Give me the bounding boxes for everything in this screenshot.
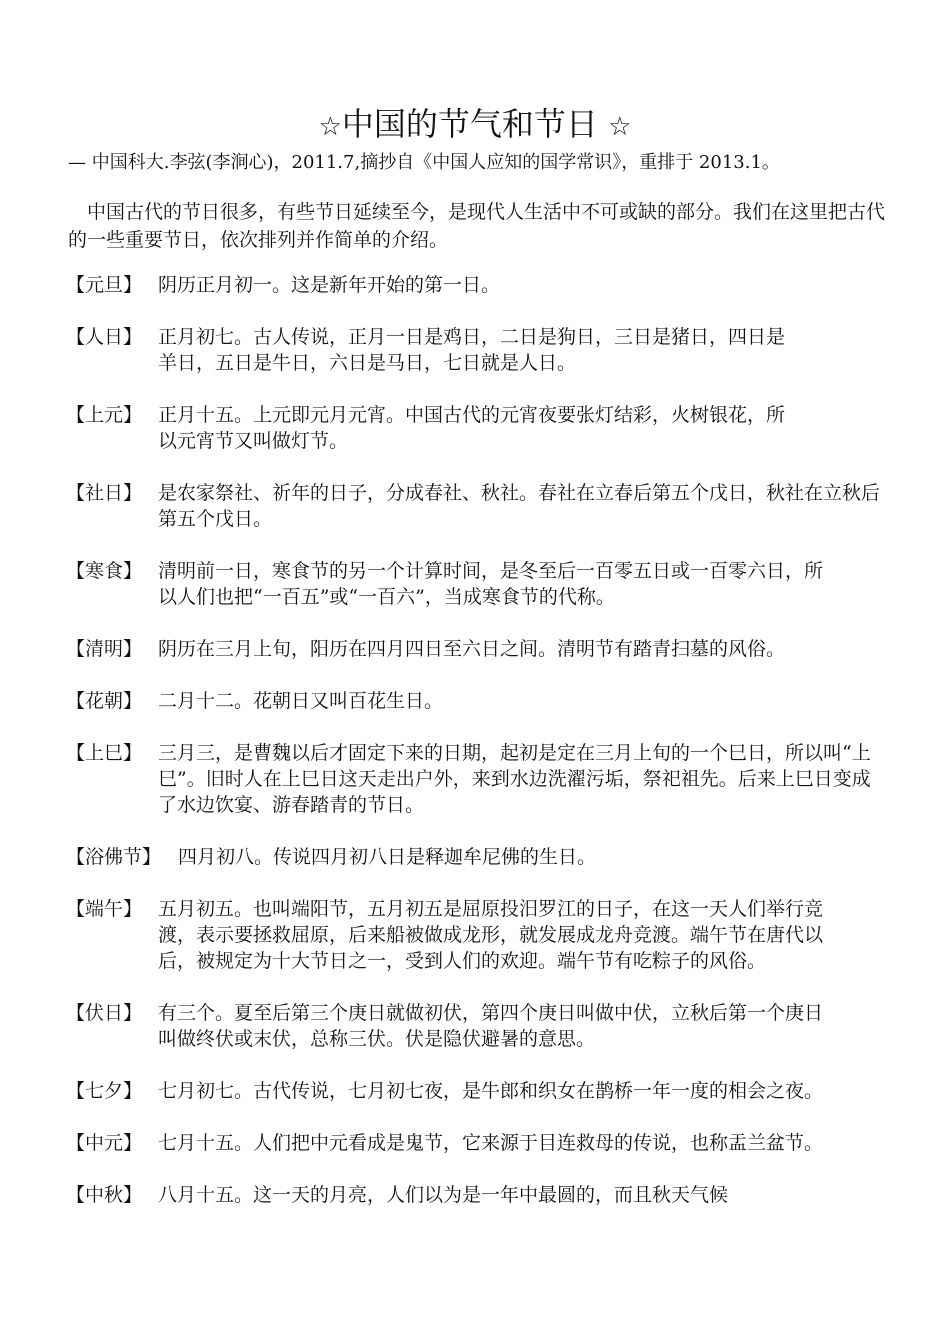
festival-list — [66, 272, 896, 1234]
festival-description: 八月十五。这一天的月亮，人们以为是一年中最圆的，而且秋天气候 — [158, 1184, 729, 1206]
festival-term: 【上巳】 — [66, 742, 143, 764]
festival-term: 【上元】 — [66, 404, 143, 426]
festival-description: 三月三，是曹魏以后才固定下来的日期，起初是定在三月上旬的一个巳日，所以叫“上巳”。旧时人在上巳日这天走出户外，来到水边洗濯污垢，祭祀祖先。后来上巳日变成了水边饮宴、游春踏青的节日。 — [158, 742, 871, 816]
festival-term: 【人日】 — [66, 326, 143, 348]
festival-description: 阴历在三月上旬，阳历在四月四日至六日之间。清明节有踏青扫墓的风俗。 — [158, 638, 786, 660]
festival-description: 五月初五。也叫端阳节，五月初五是屈原投汨罗江的日子，在这一天人们举行竞渡，表示要拯救屈原，后来船被做成龙形，就发展成龙舟竞渡。端午节在唐代以后，被规定为十大节日之一，受到人们的欢迎。端午节有吃粽子的风俗。 — [158, 898, 824, 972]
festival-entry — [66, 688, 896, 714]
intro-paragraph — [68, 198, 888, 254]
festival-term: 【花朝】 — [66, 690, 143, 712]
festival-entry — [66, 1130, 838, 1156]
festival-term: 【中秋】 — [66, 1184, 143, 1206]
festival-description: 四月初八。传说四月初八日是释迦牟尼佛的生日。 — [178, 846, 597, 868]
festival-description: 二月十二。花朝日又叫百花生日。 — [158, 690, 444, 712]
festival-entry — [66, 844, 896, 870]
festival-term: 【社日】 — [66, 482, 143, 504]
festival-entry — [66, 402, 798, 454]
festival-entry — [66, 636, 878, 662]
festival-term: 【伏日】 — [66, 1002, 143, 1024]
festival-entry — [66, 324, 798, 376]
festival-entry — [66, 480, 888, 532]
festival-description: 清明前一日，寒食节的另一个计算时间，是冬至后一百零五日或一百零六日，所以人们也把“一百五”或“一百六”，当成寒食节的代称。 — [158, 560, 824, 608]
festival-entry — [66, 1078, 838, 1104]
festival-term: 【寒食】 — [66, 560, 143, 582]
festival-entry — [66, 896, 838, 974]
festival-description: 七月十五。人们把中元看成是鬼节，它来源于目连救母的传说，也称盂兰盆节。 — [158, 1132, 824, 1154]
author-line: — 中国科大.李弦(李涧心)，2011.7,摘抄自《中国人应知的国学常识》，重排于 2013.1。 — [68, 152, 780, 173]
festival-term: 【七夕】 — [66, 1080, 143, 1102]
festival-term: 【元旦】 — [66, 274, 143, 296]
festival-description: 正月十五。上元即元月元宵。中国古代的元宵夜要张灯结彩，火树银花，所以元宵节又叫做灯节。 — [158, 404, 786, 452]
festival-entry — [66, 740, 888, 818]
star-icon: ☆ — [608, 112, 632, 142]
festival-description: 有三个。夏至后第三个庚日就做初伏，第四个庚日叫做中伏，立秋后第一个庚日叫做终伏或末伏，总称三伏。伏是隐伏避暑的意思。 — [158, 1002, 824, 1050]
festival-description: 阴历正月初一。这是新年开始的第一日。 — [158, 274, 501, 296]
page-title — [0, 102, 950, 149]
festival-entry — [66, 272, 896, 298]
festival-term: 【中元】 — [66, 1132, 143, 1154]
intro-text: 中国古代的节日很多，有些节日延续至今，是现代人生活中不可或缺的部分。我们在这里把古代的一些重要节日，依次排列并作简单的介绍。 — [68, 201, 886, 251]
festival-description: 是农家祭社、祈年的日子，分成春社、秋社。春社在立春后第五个戊日，秋社在立秋后第五个戊日。 — [158, 482, 881, 530]
festival-term: 【浴佛节】 — [66, 846, 162, 868]
festival-term: 【端午】 — [66, 898, 143, 920]
festival-description: 正月初七。古人传说，正月一日是鸡日，二日是狗日，三日是猪日，四日是羊日，五日是牛日，六日是马日，七日就是人日。 — [158, 326, 786, 374]
festival-entry — [66, 558, 838, 610]
festival-description: 七月初七。古代传说，七月初七夜，是牛郎和织女在鹊桥一年一度的相会之夜。 — [158, 1080, 824, 1102]
star-icon: ☆ — [318, 112, 342, 142]
festival-term: 【清明】 — [66, 638, 143, 660]
page-title-text: 中国的节气和节日 — [341, 105, 598, 143]
festival-entry — [66, 1182, 838, 1208]
festival-entry — [66, 1000, 838, 1052]
